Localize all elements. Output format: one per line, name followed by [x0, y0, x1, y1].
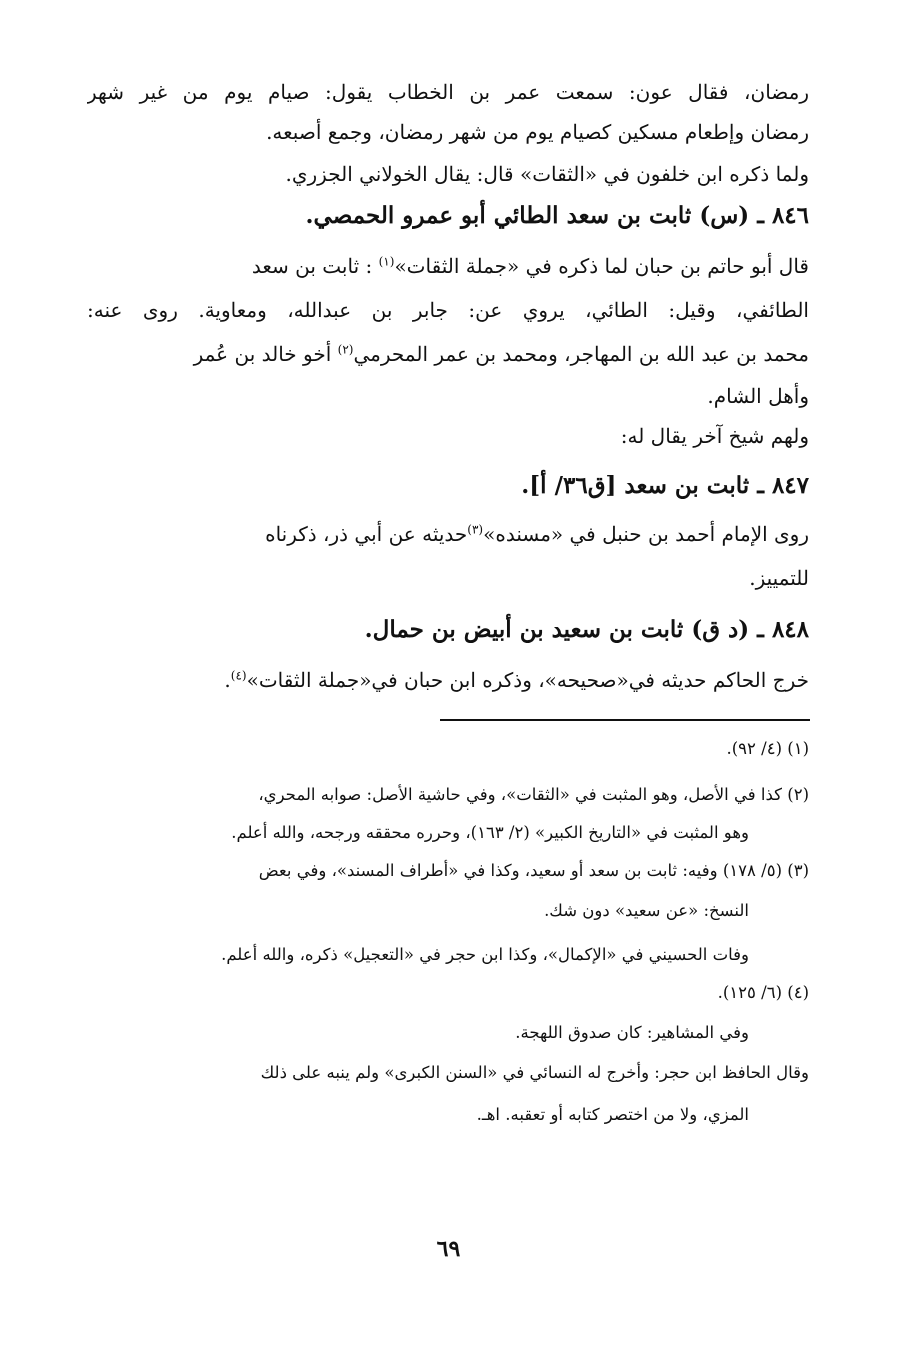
body-line [87, 516, 809, 552]
body-line: الطائفي، وقيل: الطائي، يروي عن: جابر بن عبدالله، ومعاوية. روى عنه: [87, 298, 809, 322]
body-text: : ثابت بن سعد [251, 254, 379, 278]
body-line: ولما ذكره ابن خلفون في «الثقات» قال: يقال الخولاني الجزري. [285, 162, 809, 186]
footnote-4-continued: وفي المشاهير: كان صدوق اللهجة. [515, 1023, 749, 1042]
footnote-4: (٤) (٦/ ١٢٥). [717, 983, 809, 1002]
body-text: قال أبو حاتم بن حبان لما ذكره في «جملة الثقات» [394, 254, 809, 278]
page-number: ٦٩ [436, 1236, 461, 1262]
footnote-1: (١) (٤/ ٩٢). [726, 739, 809, 758]
body-text: حديثه عن أبي ذر، ذكرناه [265, 522, 468, 546]
body-line [87, 248, 809, 284]
footnote-3-continued: وفات الحسيني في «الإكمال»، وكذا ابن حجر في «التعجيل» ذكره، والله أعلم. [221, 945, 749, 964]
body-line: رمضان وإطعام مسكين كصيام يوم من شهر رمضان، وجمع أصبعه. [266, 120, 809, 144]
footnote-ref-4: (٤) [230, 668, 247, 683]
body-text: محمد بن عبد الله بن المهاجر، ومحمد بن عمر المحرمي [353, 342, 809, 366]
entry-heading-846: ٨٤٦ ـ (س) ثابت بن سعد الطائي أبو عمرو الحمصي. [305, 202, 809, 229]
entry-heading-847: ٨٤٧ ـ ثابت بن سعد [ق٣٦/ أ]. [521, 472, 809, 499]
footnote-ref-1: (١) [378, 254, 395, 269]
footnote-2-continued: وهو المثبت في «التاريخ الكبير» (٢/ ١٦٣)، وحرره محققه ورجحه، والله أعلم. [231, 823, 749, 842]
footnote-separator [440, 719, 810, 721]
body-line: وأهل الشام. [707, 384, 809, 408]
footnote-4-continued: وقال الحافظ ابن حجر: وأخرج له النسائي في «السنن الكبرى» ولم ينبه على ذلك [260, 1063, 809, 1082]
footnote-ref-2: (٢) [337, 342, 354, 357]
body-line: رمضان، فقال عون: سمعت عمر بن الخطاب يقول: صيام يوم من غير شهر [87, 80, 809, 104]
footnote-ref-3: (٣) [467, 522, 484, 537]
body-text: خرج الحاكم حديثه في«صحيحه»، وذكره ابن حبان في«جملة الثقات» [246, 668, 809, 692]
body-line: للتمييز. [749, 566, 809, 590]
body-text: روى الإمام أحمد بن حنبل في «مسنده» [483, 522, 809, 546]
body-text: . [224, 668, 231, 692]
body-line [87, 662, 809, 698]
footnote-4-continued: المزي، ولا من اختصر كتابه أو تعقبه. اهـ. [476, 1105, 749, 1124]
footnote-2: (٢) كذا في الأصل، وهو المثبت في «الثقات»، وفي حاشية الأصل: صوابه المحري، [258, 785, 809, 804]
footnote-3-continued: النسخ: «عن سعيد» دون شك. [544, 901, 749, 920]
body-line: ولهم شيخ آخر يقال له: [620, 424, 809, 448]
body-line [87, 336, 809, 372]
body-text: أخو خالد بن عُمر [193, 342, 338, 366]
footnote-3: (٣) (٥/ ١٧٨) وفيه: ثابت بن سعد أو سعيد، وكذا في «أطراف المسند»، وفي بعض [258, 861, 809, 880]
entry-heading-848: ٨٤٨ ـ (د ق) ثابت بن سعيد بن أبيض بن حمال. [364, 616, 809, 643]
